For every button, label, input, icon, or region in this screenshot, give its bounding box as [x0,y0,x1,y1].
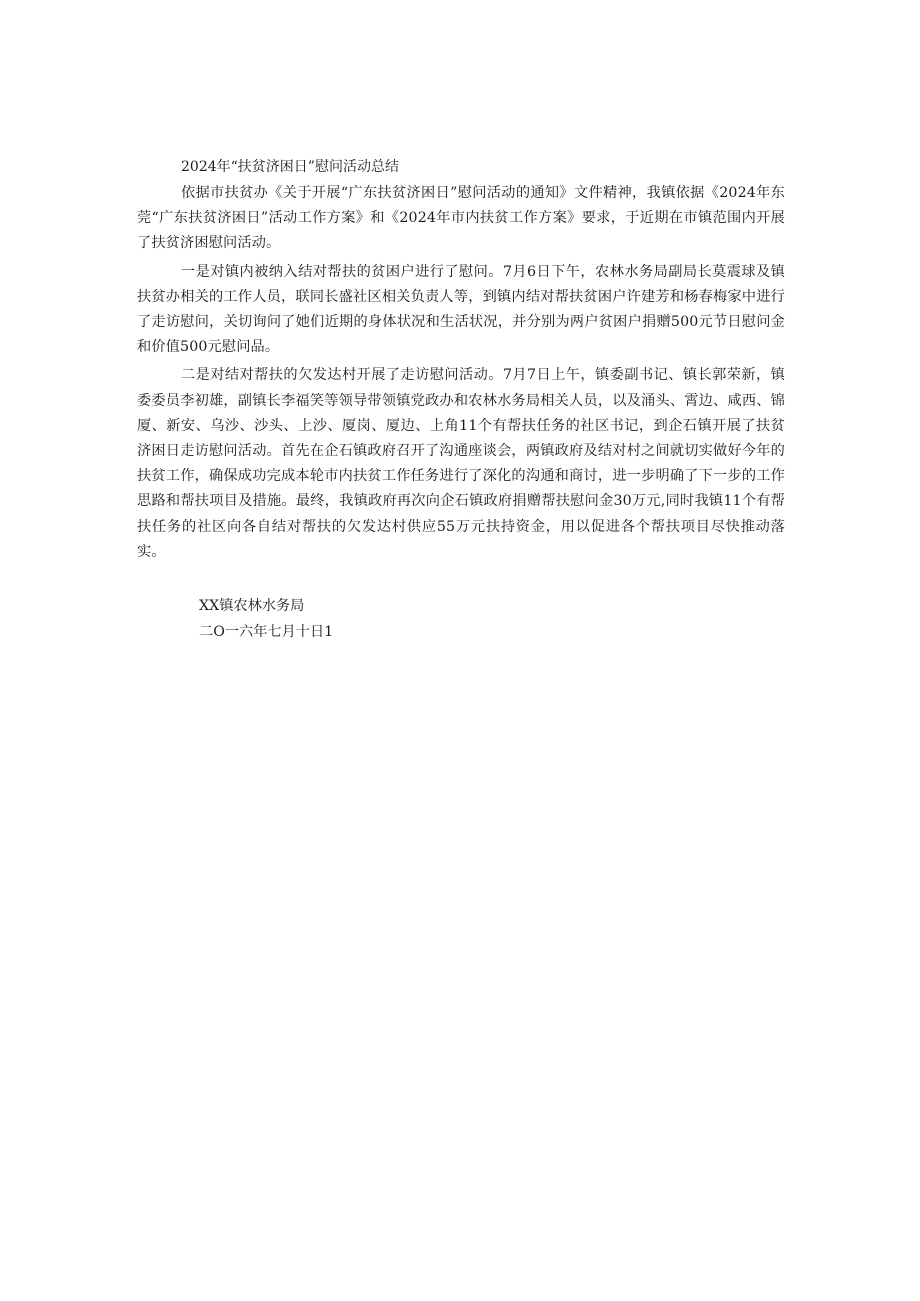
paragraph-first-activity: 一是对镇内被纳入结对帮扶的贫困户进行了慰问。7月6日下午，农林水务局副局长莫震球及镇扶贫办相关的工作人员，联同长盛社区相关负责人等，到镇内结对帮扶贫困户许建芳和杨春梅家中进行了走访慰问，关切询问了她们近期的身体状况和生活状况，并分别为两户贫困户捐赠500元节日慰问金和价值500元慰问品。 [137,263,785,356]
paragraph-intro: 依据市扶贫办《关于开展“广东扶贫济困日”慰问活动的通知》文件精神，我镇依据《2024年东莞“广东扶贫济困日”活动工作方案》和《2024年市内扶贫工作方案》要求，于近期在市镇范围内开展了扶贫济困慰问活动。 [137,185,785,252]
signature-organization: XX镇农林水务局 [199,598,305,615]
signature-block [137,593,785,645]
paragraph-second-activity: 二是对结对帮扶的欠发达村开展了走访慰问活动。7月7日上午，镇委副书记、镇长郭荣新，镇委委员李初雄，副镇长李福笑等领导带领镇党政办和农林水务局相关人员，以及涌头、霄边、咸西、锦厦、新安、乌沙、沙头、上沙、厦岗、厦边、上角11个有帮扶任务的社区书记，到企石镇开展了扶贫济困日走访慰问活动。首先在企石镇政府召开了沟通座谈会，两镇政府及结对村之间就切实做好今年的扶贫工作，确保成功完成本轮市内扶贫工作任务进行了深化的沟通和商讨，进一步明确了下一步的工作思路和帮扶项目及措施。最终，我镇政府再次向企石镇政府捐赠帮扶慰问金30万元,同时我镇11个有帮扶任务的社区向各自结对帮扶的欠发达村供应55万元扶持资金，用以促进各个帮扶项目尽快推动落实。 [137,367,785,560]
signature-date: 二O一六年七月十日1 [199,624,334,641]
document-body [137,156,785,645]
document-title: 2024年“扶贫济困日”慰问活动总结 [181,159,399,175]
